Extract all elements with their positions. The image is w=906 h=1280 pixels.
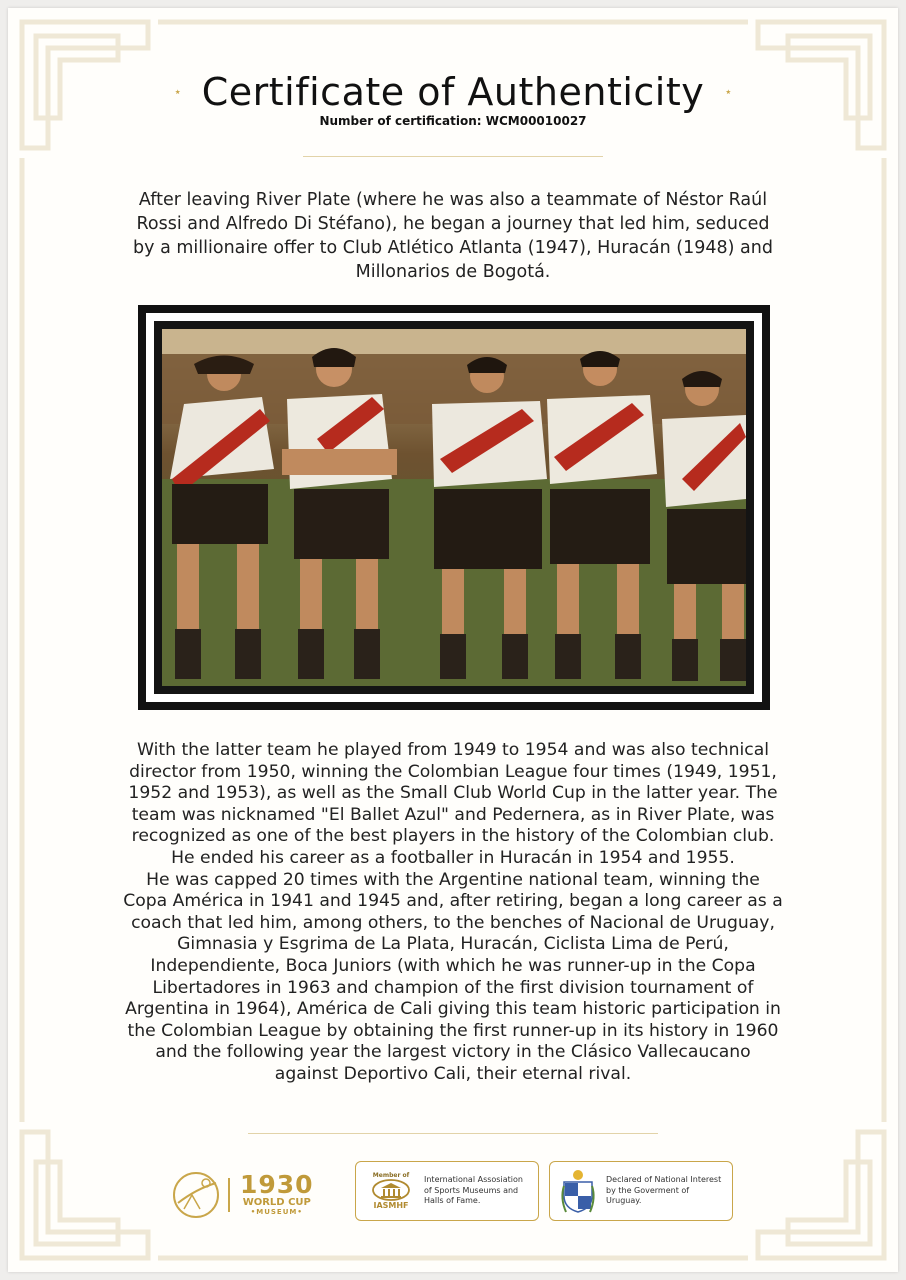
footer-divider <box>248 1133 658 1134</box>
museum-wordmark <box>240 1170 314 1217</box>
certificate-page <box>8 8 898 1272</box>
uruguay-interest-card <box>549 1161 733 1221</box>
uruguay-text: Declared of National Interest by the Goverment of Uruguay. <box>606 1175 722 1206</box>
team-photo <box>162 329 746 686</box>
body-paragraph-1: With the latter team he played from 1949 to 1954 and was also technical director from 1950, winning the Colombian League four times (1949, 1951, 1952 and 1953), as well as the Small Club World Cup in the latter year. The team was nicknamed "El Ballet Azul" and Pedernera, as in River Plate, was recognized as one of the best players in the history of the Colombian club. He ended his career as a footballer in Huracán in 1954 and 1955. <box>128 740 778 868</box>
body-text <box>123 740 783 1086</box>
intro-paragraph: After leaving River Plate (where he was also a teammate of Néstor Raúl Rossi and Alfredo Di Stéfano), he began a journey that led him, seduced by a millionaire offer to Club Atlético Atlanta (1947), Huracán (1948) and Millonarios de Bogotá. <box>133 190 773 282</box>
photo-frame <box>138 305 770 710</box>
body-paragraph-2: He was capped 20 times with the Argentine national team, winning the Copa América in 1941 and 1945 and, after retiring, began a long career as a coach that led him, among others, to the benches of Nacional de Uruguay, Gimnasia y Esgrima de La Plata, Huracán, Ciclista Lima de Perú, Independiente, Boca Juniors (with which he was runner-up in the Copa Libertadores in 1963 and champion of the first division tournament of Argentina in 1964), América de Cali giving this team historic participation in the Colombian League by obtaining the first runner-up in its history in 1960 and the following year the largest victory in the Clásico Vallecaucano against Deportivo Cali, their eternal rival. <box>123 869 783 1084</box>
uruguay-coat-of-arms-icon <box>558 1168 598 1214</box>
logo-separator <box>228 1178 230 1212</box>
museum-year: 1930 <box>240 1170 314 1199</box>
museum-emblem-icon <box>170 1169 222 1221</box>
museum-line2: •MUSEUM• <box>250 1208 303 1216</box>
star-icon: ⋆ <box>724 84 733 100</box>
photo-mat <box>146 313 762 702</box>
photo-inner-frame <box>154 321 754 694</box>
iasmhf-logo <box>364 1172 418 1210</box>
star-icon: ⋆ <box>173 84 182 100</box>
museum-line1: WORLD CUP <box>242 1197 311 1208</box>
certificate-title: Certificate of Authenticity <box>201 70 705 114</box>
iasmhf-text: International Assosiation of Sports Museums and Halls of Fame. <box>424 1175 523 1206</box>
museum-building-icon <box>371 1179 411 1201</box>
world-cup-museum-logo <box>170 1165 340 1225</box>
iasmhf-member-card <box>355 1161 539 1221</box>
title-row <box>8 66 898 118</box>
divider <box>303 156 603 157</box>
iasmhf-abbr: IASMHF <box>373 1201 409 1210</box>
certification-number: Number of certification: WCM00010027 <box>319 114 587 128</box>
iasmhf-member-label: Member of <box>372 1172 410 1179</box>
